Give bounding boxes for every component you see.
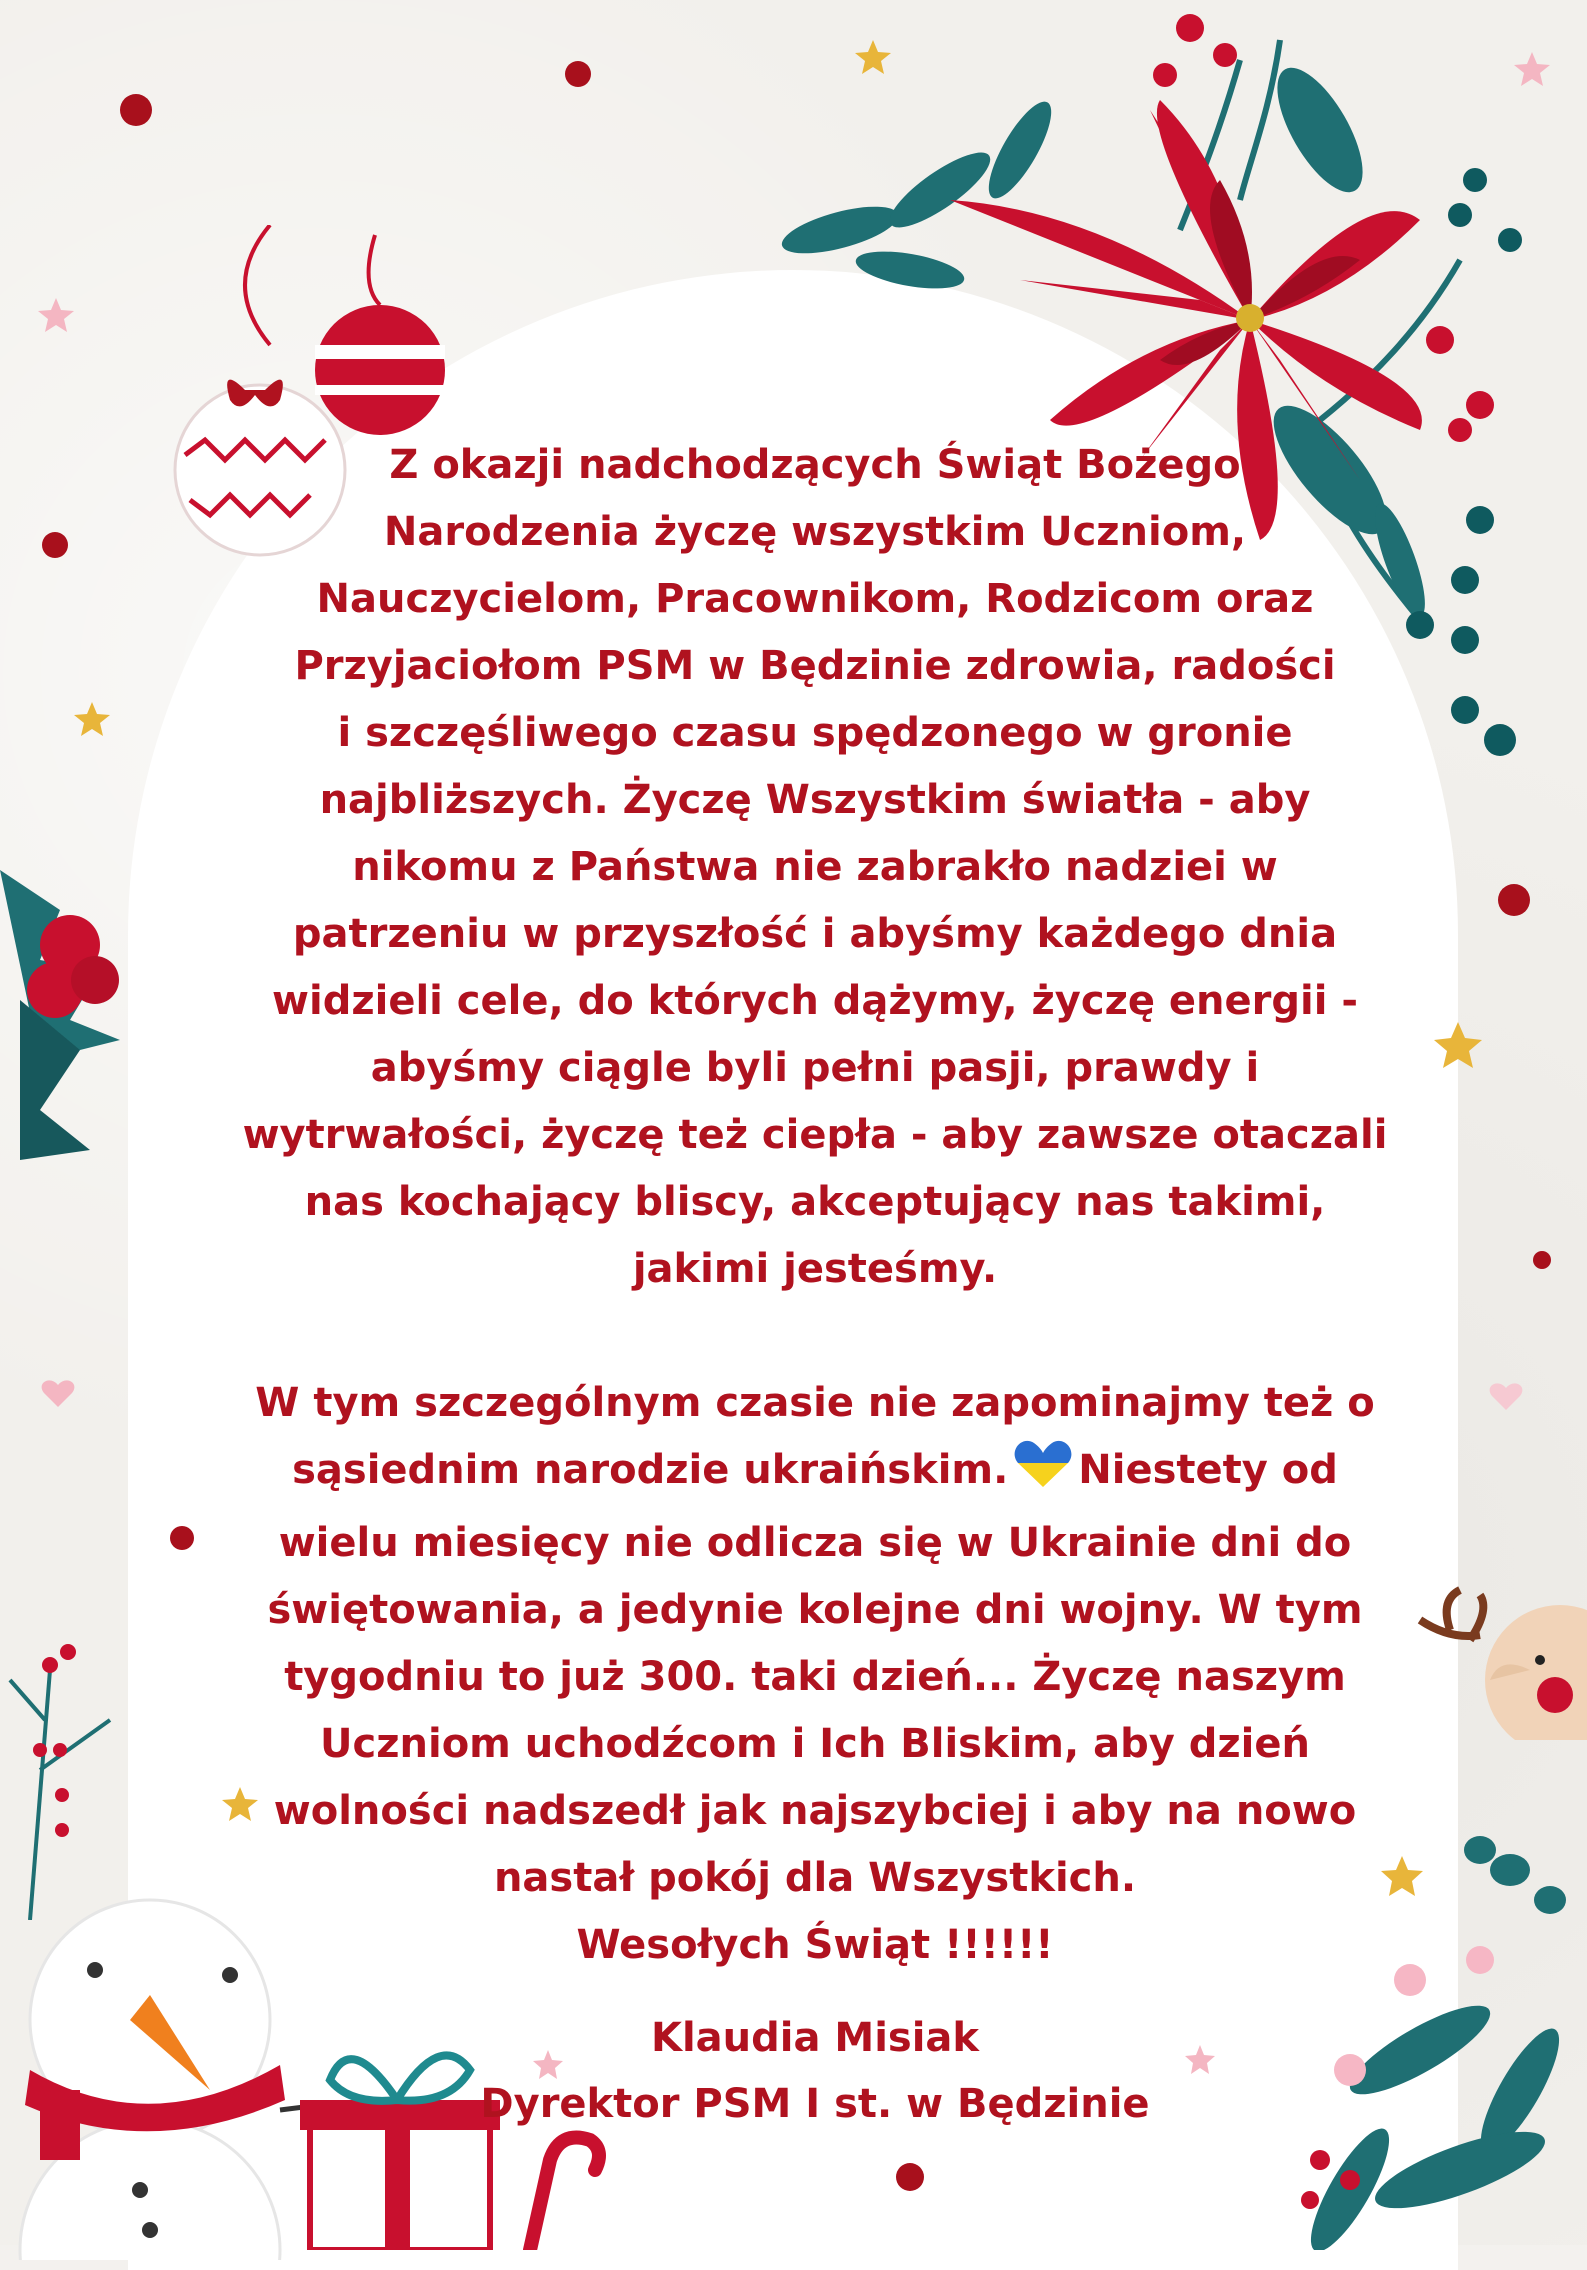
red-dot bbox=[170, 1526, 194, 1550]
ukraine-flag-heart-icon bbox=[1014, 1439, 1072, 1510]
greeting-text-block bbox=[200, 432, 1430, 2137]
paragraph-2-start: W tym szczególnym czasie nie zapominajmy też o sąsiednim narodzie ukraińskim. bbox=[255, 1380, 1375, 1493]
gold-star bbox=[1434, 1022, 1482, 1068]
pink-star bbox=[38, 298, 74, 332]
red-dot bbox=[565, 61, 591, 87]
signature-name: Klaudia Misiak bbox=[650, 2015, 980, 2061]
paragraph-2-end: Niestety od wielu miesięcy nie odlicza się w Ukrainie dni do świętowania, a jedynie kolejne dni wojny. W tym tygodniu to już 300. taki dzień... Życzę naszym Uczniom uchodźcom i Ich Bliskim, aby dzień wolności nadszedł jak najszybciej i aby na nowo nastał pokój dla Wszystkich. bbox=[267, 1447, 1363, 1901]
red-dot bbox=[120, 94, 152, 126]
pink-heart-icon bbox=[42, 1380, 75, 1407]
paragraph-gap bbox=[200, 1303, 1430, 1370]
greeting-paragraph-2 bbox=[200, 1370, 1430, 1912]
signature-title: Dyrektor PSM I st. w Będzinie bbox=[480, 2081, 1150, 2127]
red-dot bbox=[42, 532, 68, 558]
gold-star bbox=[74, 702, 110, 736]
berry-twigs bbox=[0, 1620, 160, 1920]
closing-wish: Wesołych Świąt !!!!!! bbox=[576, 1922, 1054, 1968]
reindeer-face bbox=[1410, 1560, 1587, 1740]
red-dot bbox=[896, 2163, 924, 2191]
red-dot bbox=[1533, 1251, 1551, 1269]
signature-block bbox=[200, 2005, 1430, 2137]
holly-berries bbox=[0, 850, 140, 1170]
greeting-paragraph-1: Z okazji nadchodzących Świąt Bożego Narodzenia życzę wszystkim Uczniom, Nauczycielom, Pracownikom, Rodzicom oraz Przyjaciołom PSM w Będzinie zdrowia, radości i szczęśliwego czasu spędzonego w gronie najbliższych. Życzę Wszystkim światła - aby nikomu z Państwa nie zabrakło nadziei w patrzeniu w przyszłość i abyśmy każdego dnia widzieli cele, do których dążymy, życzę energii - abyśmy ciągle byli pełni pasji, prawdy i wytrwałości, życzę też ciepła - aby zawsze otaczali nas kochający bliscy, akceptujący nas takimi, jakimi jesteśmy. bbox=[242, 442, 1388, 1292]
pink-heart-icon bbox=[1490, 1383, 1523, 1410]
red-dot bbox=[1498, 884, 1530, 916]
